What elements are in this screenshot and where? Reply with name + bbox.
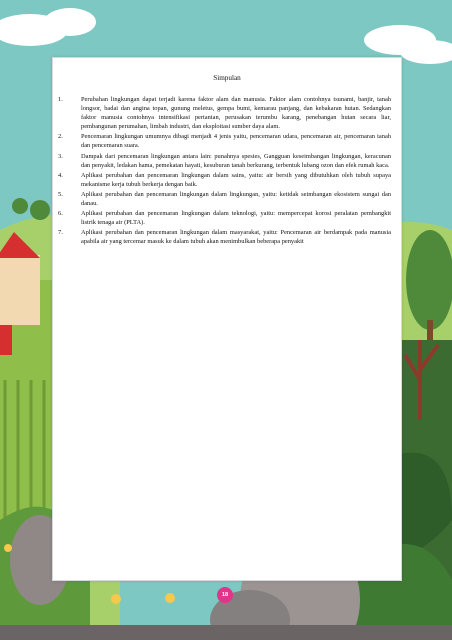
item-number: 2. — [58, 133, 63, 141]
item-number: 4. — [58, 171, 63, 179]
list-item — [58, 171, 391, 189]
item-text: Aplikasi perubahan dan pencemaran lingkungan dalam teknologi, yaitu: mempercepat korosi peralatan pembangkit listrik tenaga air (PLTA). — [81, 210, 391, 227]
item-text: Aplikasi perubahan dan pencemaran lingkungan dalam lingkungan, yaitu: ketidak seimbangan ekosistem sungai dan danau. — [81, 190, 391, 208]
conclusion-list — [58, 95, 391, 248]
list-item — [58, 152, 391, 170]
item-number: 1. — [58, 96, 63, 103]
page-title: Simpulan — [213, 74, 241, 82]
list-item — [58, 209, 391, 227]
list-item — [58, 95, 391, 131]
list-item — [58, 228, 391, 246]
item-text: Perubahan lingkungan dapat terjadi karena faktor alam dan manusia. Faktor alam contohnya tsunami, banjir, tanah longsor, badai dan angina topan, gunung meletus, gempa bumi, kemarau panjang, dan kebakaran hutan. Sedangkan faktor manusia contohnya intensifikasi pertanian, perusakan terumbu karang, penebangan hutan secara liar, pembangunan perumahan, limbah industri, dan eksploitasi sumber daya alam. — [81, 96, 391, 131]
item-text: Dampak dari pencemaran lingkungan antara lain: punahnya spesies, Gangguan keseimbangan lingkungan, keracunan dan penyakit, ledakan hama, pemekatan hayati, kesuburan tanah berkurang, terbentuk lubang ozon dan efek rumah kaca. — [81, 152, 391, 169]
item-number: 7. — [58, 229, 63, 237]
list-item — [58, 132, 391, 150]
item-text: Pencemaran lingkungan umumnya dibagi menjadi 4 jenis yaitu, pencemaran udara, pencemaran air, pencemaran tanah dan pencemaran suara. — [81, 133, 391, 150]
item-number: 6. — [58, 210, 63, 218]
item-number: 5. — [58, 190, 63, 198]
item-text: Aplikasi perubahan dan pencemaran lingkungan dalam sains, yaitu: air bersih yang dibutuhkan oleh tubuh supaya mekanisme kerja tubuh berkerja dengan baik. — [81, 171, 391, 188]
item-text: Aplikasi perubahan dan pencemaran lingkungan dalam masyarakat, yaitu: Pencemaran air berdampak pada manusia apabila air yang tercemar masuk ke dalam tubuh akan menimbulkan beberapa penyakit — [81, 229, 391, 246]
document-page — [52, 57, 402, 581]
list-item — [58, 190, 391, 208]
page-number-badge: 18 — [217, 587, 233, 603]
item-number: 3. — [58, 152, 63, 160]
